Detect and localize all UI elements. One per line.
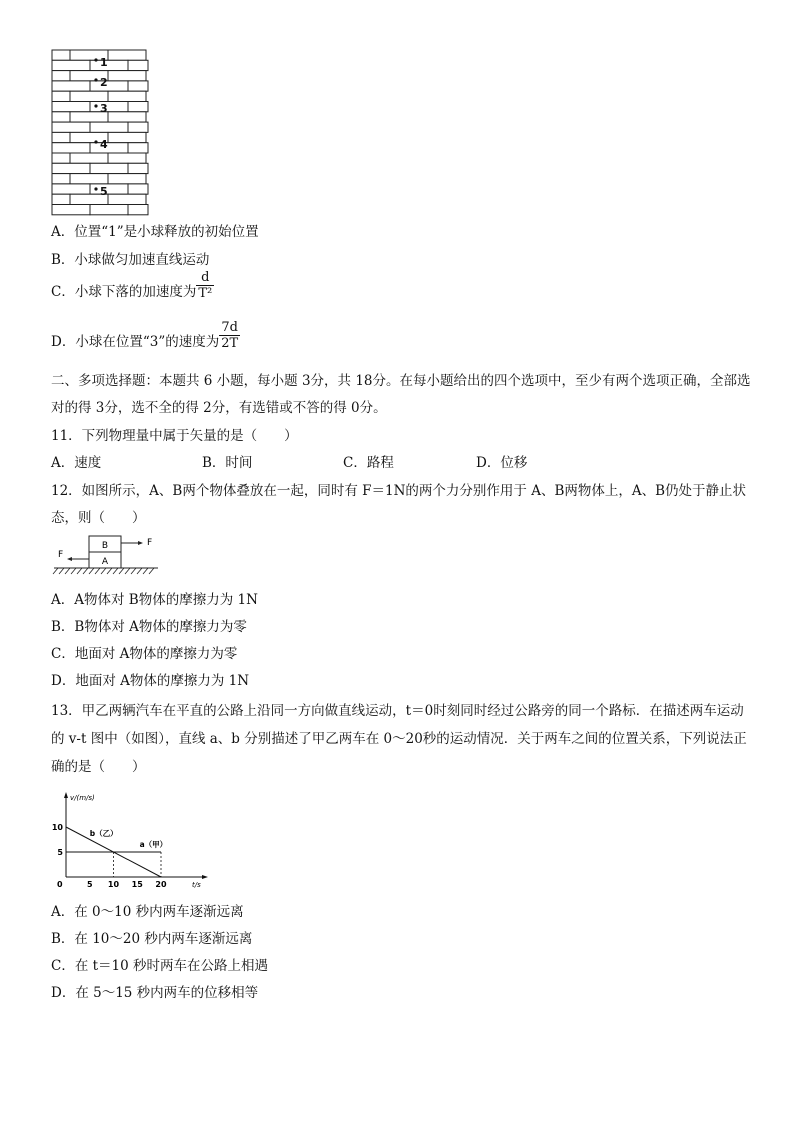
y-tick-label: 10 bbox=[52, 823, 63, 832]
q13-stem: 13．甲乙两辆汽车在平直的公路上沿同一方向做直线运动，t＝0时刻同时经过公路旁的同一个路标．在描述两车运动的 v-t 图中（如图），直线 a、b 分别描述了甲乙两车在 0～20秒的运动情况．关于两车之间的位置关系，下列说法正确的是（ ） bbox=[51, 703, 747, 775]
brick bbox=[128, 205, 148, 215]
brick bbox=[90, 163, 128, 173]
brick bbox=[128, 81, 148, 91]
brick bbox=[128, 60, 148, 70]
brick-wall-figure bbox=[50, 48, 152, 216]
brick bbox=[52, 122, 90, 132]
brick bbox=[52, 112, 70, 122]
brick bbox=[90, 81, 128, 91]
brick bbox=[108, 194, 146, 204]
section2-header: 二、多项选择题：本题共 6 小题，每小题 3分，共 18分。在每小题给出的四个选项中，至少有两个选项正确，全部选对的得 3分，选不全的得 2分，有选错或不答的得 0分。 bbox=[51, 373, 751, 416]
x-tick-label: 0 bbox=[57, 880, 63, 889]
x-tick-label: 20 bbox=[155, 880, 167, 889]
brick bbox=[70, 91, 108, 101]
q11-option-b: B．时间 bbox=[202, 455, 253, 471]
brick bbox=[108, 71, 146, 81]
series-b-label: b（乙） bbox=[89, 829, 118, 838]
brick bbox=[108, 91, 146, 101]
q10-option-c: C．小球下落的加速度为 $\frac{d}{\text{T²}}$ bbox=[51, 270, 213, 301]
brick bbox=[52, 163, 90, 173]
block-a-label: A bbox=[101, 557, 109, 567]
ball-position-label: 1 bbox=[100, 56, 108, 69]
brick bbox=[52, 71, 70, 81]
ball-position-dot bbox=[94, 78, 97, 81]
q11-option-d: D．位移 bbox=[476, 455, 528, 471]
brick bbox=[52, 50, 70, 60]
brick bbox=[70, 153, 108, 163]
q12-option-a: A．A物体对 B物体的摩擦力为 1N bbox=[51, 592, 258, 608]
q11-option-a: A．速度 bbox=[51, 455, 102, 471]
q10-option-d: D．小球在位置“3”的速度为 $\frac{7d}{2T}$ bbox=[51, 320, 239, 351]
brick bbox=[90, 205, 128, 215]
ball-position-label: 5 bbox=[100, 185, 108, 198]
force-right-label: F bbox=[147, 538, 153, 548]
q10-option-b: B．小球做匀加速直线运动 bbox=[51, 252, 210, 268]
brick bbox=[52, 205, 90, 215]
ball-position-dot bbox=[94, 187, 97, 190]
q10-option-a: A．位置“1”是小球释放的初始位置 bbox=[51, 224, 259, 240]
brick bbox=[128, 143, 148, 153]
q12-stem: 12．如图所示，A、B两个物体叠放在一起，同时有 F＝1N的两个力分别作用于 A、B两物体上，A、B仍处于静止状态，则（ ） bbox=[51, 483, 747, 526]
q12-option-b: B．B物体对 A物体的摩擦力为零 bbox=[51, 619, 247, 635]
y-axis-label: v/(m/s) bbox=[70, 794, 95, 802]
brick bbox=[52, 60, 90, 70]
block-b-label: B bbox=[101, 541, 109, 551]
q11-options bbox=[51, 454, 751, 472]
ball-position-dot bbox=[94, 58, 97, 61]
brick bbox=[52, 102, 90, 112]
q13-option-b: B．在 10～20 秒内两车逐渐远离 bbox=[51, 931, 253, 947]
q11-stem: 11．下列物理量中属于矢量的是（ ） bbox=[51, 428, 298, 444]
ball-position-dot bbox=[94, 104, 97, 107]
q11-option-c: C．路程 bbox=[343, 455, 394, 471]
q12-option-d: D．地面对 A物体的摩擦力为 1N bbox=[51, 673, 250, 689]
q12-option-c: C．地面对 A物体的摩擦力为零 bbox=[51, 646, 238, 662]
stacked-blocks-figure bbox=[52, 533, 162, 583]
ball-position-dot bbox=[94, 140, 97, 143]
brick bbox=[128, 122, 148, 132]
brick bbox=[52, 184, 90, 194]
brick bbox=[128, 184, 148, 194]
x-tick-label: 15 bbox=[131, 880, 143, 889]
q13-option-a: A．在 0～10 秒内两车逐渐远离 bbox=[51, 904, 244, 920]
q13-option-d: D．在 5～15 秒内两车的位移相等 bbox=[51, 985, 259, 1001]
brick bbox=[52, 81, 90, 91]
brick bbox=[128, 102, 148, 112]
brick bbox=[52, 143, 90, 153]
brick bbox=[90, 122, 128, 132]
x-tick-label: 10 bbox=[107, 880, 120, 889]
brick bbox=[128, 163, 148, 173]
brick bbox=[108, 132, 146, 142]
brick bbox=[108, 153, 146, 163]
brick bbox=[52, 194, 70, 204]
ball-position-label: 2 bbox=[100, 76, 108, 89]
brick bbox=[108, 50, 146, 60]
vt-chart bbox=[52, 788, 212, 893]
brick bbox=[108, 112, 146, 122]
y-tick-label: 5 bbox=[57, 848, 63, 857]
brick bbox=[108, 174, 146, 184]
brick bbox=[52, 174, 70, 184]
force-left-label: F bbox=[58, 550, 64, 560]
q13-option-c: C．在 t＝10 秒时两车在公路上相遇 bbox=[51, 958, 269, 974]
brick bbox=[52, 153, 70, 163]
brick bbox=[52, 132, 70, 142]
brick bbox=[70, 174, 108, 184]
x-tick-label: 5 bbox=[86, 880, 93, 889]
x-axis-label: t/s bbox=[192, 881, 201, 889]
ball-position-label: 4 bbox=[100, 138, 108, 151]
brick bbox=[52, 91, 70, 101]
ball-position-label: 3 bbox=[100, 102, 108, 115]
brick bbox=[90, 60, 128, 70]
brick bbox=[90, 143, 128, 153]
series-a-label: a（甲） bbox=[139, 840, 168, 849]
